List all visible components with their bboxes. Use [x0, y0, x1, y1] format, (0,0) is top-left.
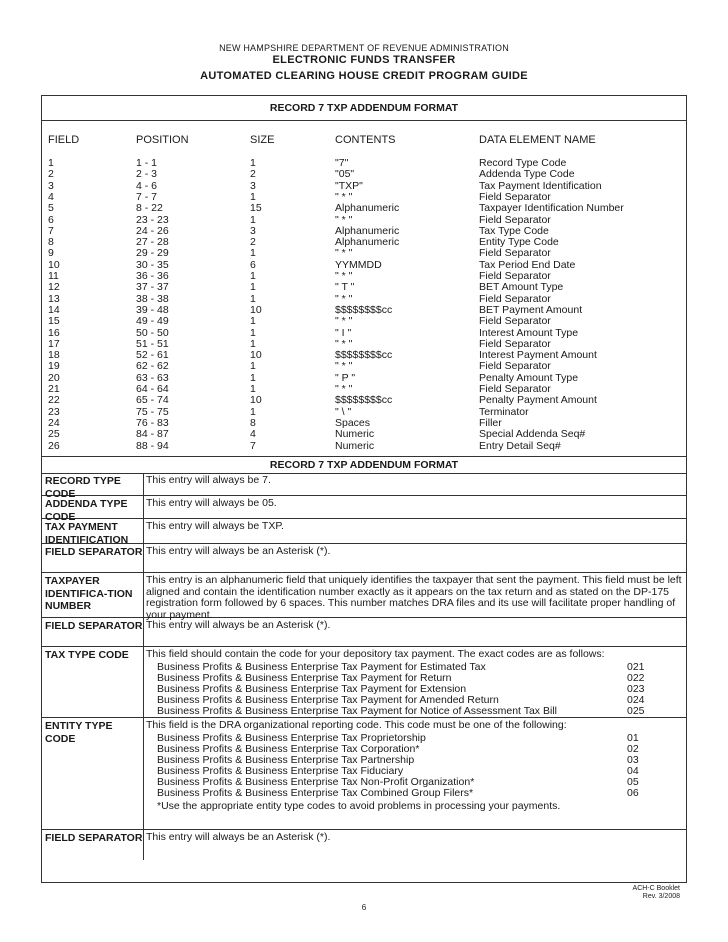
data-element-name: Tax Period End Date	[479, 258, 576, 271]
definition-text: This entry will always be 7.	[146, 474, 271, 486]
definition-text-block	[146, 720, 682, 812]
field-size: 1	[250, 326, 256, 339]
definition-term: FIELD SEPARATOR	[45, 546, 143, 558]
field-contents: Numeric	[335, 439, 375, 452]
data-element-name: Terminator	[479, 405, 529, 418]
data-element-name: BET Amount Type	[479, 281, 564, 294]
section-title-repeat: RECORD 7 TXP ADDENDUM FORMAT	[42, 456, 686, 474]
definition-term: RECORD TYPE CODE	[45, 475, 121, 500]
definition-text-block	[146, 832, 682, 844]
field-contents: " * "	[335, 292, 353, 305]
field-contents: " I "	[335, 326, 352, 339]
code-value: 01	[627, 731, 639, 744]
field-size: 2	[250, 236, 256, 249]
data-element-name: Addenda Type Code	[479, 168, 575, 181]
data-element-name: BET Payment Amount	[479, 303, 583, 316]
field-position: 50 - 50	[136, 326, 169, 339]
field-position: 24 - 26	[136, 224, 169, 237]
field-number: 10	[48, 258, 60, 271]
definition-note: *Use the appropriate entity type codes to avoid problems in processing your payments.	[157, 799, 561, 812]
page-number: 6	[361, 903, 367, 912]
field-number: 22	[48, 394, 60, 407]
table-row	[42, 441, 686, 452]
field-number: 6	[48, 213, 54, 226]
field-size: 2	[250, 168, 256, 181]
field-number: 21	[48, 383, 60, 395]
field-contents: Spaces	[335, 416, 371, 429]
table-row	[42, 361, 686, 372]
data-element-name: Tax Type Code	[479, 224, 549, 237]
code-label: Business Profits & Business Enterprise Tax Proprietorship	[157, 731, 426, 744]
field-number: 9	[48, 247, 54, 260]
column-header-size: SIZE	[250, 134, 275, 146]
field-number: 3	[48, 179, 54, 192]
data-element-name: Field Separator	[479, 360, 551, 373]
agency-name: NEW HAMPSHIRE DEPARTMENT OF REVENUE ADMINISTRATION	[219, 43, 509, 53]
data-element-name: Field Separator	[479, 270, 551, 282]
field-size: 10	[250, 303, 262, 316]
field-number: 14	[48, 303, 60, 316]
field-size: 1	[250, 281, 256, 294]
record-format-table	[41, 95, 687, 883]
field-size: 1	[250, 371, 256, 384]
field-contents: $$$$$$$$cc	[335, 394, 393, 407]
code-value: 025	[627, 704, 645, 717]
definition-text: This entry will always be an Asterisk (*).	[146, 619, 331, 631]
field-size: 1	[250, 315, 256, 328]
field-contents: " * "	[335, 337, 353, 350]
field-position: 64 - 64	[136, 383, 169, 395]
table-row	[42, 248, 686, 259]
code-value: 02	[627, 742, 639, 755]
code-label: Business Profits & Business Enterprise Tax Payment for Extension	[157, 682, 467, 695]
data-element-name: Field Separator	[479, 337, 551, 350]
field-number: 19	[48, 360, 60, 373]
field-position: 30 - 35	[136, 258, 169, 271]
code-value: 04	[627, 764, 639, 777]
data-element-name: Interest Amount Type	[479, 326, 579, 339]
definition-term: FIELD SEPARATOR	[45, 832, 143, 844]
data-element-name: Entry Detail Seq#	[479, 439, 561, 452]
code-label: Business Profits & Business Enterprise Tax Fiduciary	[157, 764, 404, 777]
field-contents: " * "	[335, 270, 353, 282]
field-number: 23	[48, 405, 60, 418]
column-header-field: FIELD	[48, 134, 80, 146]
field-contents: "TXP"	[335, 179, 363, 192]
definition-row	[42, 647, 686, 718]
field-contents: " \ "	[335, 405, 352, 418]
code-value: 024	[627, 693, 645, 706]
definition-term: TAX TYPE CODE	[45, 649, 129, 661]
code-row	[157, 788, 682, 799]
definition-text: This entry will always be TXP.	[146, 520, 284, 532]
definition-row	[42, 618, 686, 647]
field-number: 16	[48, 326, 60, 339]
data-element-name: Field Separator	[479, 383, 551, 395]
field-position: 7 - 7	[136, 190, 158, 203]
field-position: 52 - 61	[136, 349, 169, 362]
definition-term: ENTITY TYPE CODE	[45, 720, 113, 745]
field-size: 6	[250, 258, 256, 271]
code-value: 021	[627, 660, 645, 673]
code-label: Business Profits & Business Enterprise Tax Combined Group Filers*	[157, 786, 474, 799]
field-size: 1	[250, 360, 256, 373]
field-contents: YYMMDD	[335, 258, 382, 271]
field-contents: " * "	[335, 315, 353, 328]
field-position: 29 - 29	[136, 247, 169, 260]
section-title: RECORD 7 TXP ADDENDUM FORMAT	[42, 96, 686, 121]
field-contents: " * "	[335, 213, 353, 226]
field-contents: Alphanumeric	[335, 224, 400, 237]
definition-row	[42, 573, 686, 621]
code-label: Business Profits & Business Enterprise Tax Non-Profit Organization*	[157, 775, 475, 788]
code-label: Business Profits & Business Enterprise Tax Payment for Estimated Tax	[157, 660, 486, 673]
field-number: 11	[48, 270, 59, 282]
field-number: 5	[48, 202, 54, 215]
code-label: Business Profits & Business Enterprise Tax Payment for Notice of Assessment Tax Bill	[157, 704, 557, 717]
table-row	[42, 203, 686, 214]
field-position: 49 - 49	[136, 315, 169, 328]
field-number: 4	[48, 190, 54, 203]
data-element-name: Field Separator	[479, 292, 551, 305]
revision-label: Rev. 3/2008	[642, 893, 680, 900]
column-header-data-element: DATA ELEMENT NAME	[479, 134, 596, 146]
table-row	[42, 395, 686, 406]
definition-row	[42, 544, 686, 573]
definition-text: This entry will always be 05.	[146, 497, 277, 509]
definition-text: This field is the DRA organizational reporting code. This code must be one of the following:	[146, 719, 567, 731]
field-position: 1 - 1	[136, 157, 158, 169]
field-position: 8 - 22	[136, 202, 163, 215]
definition-text-block	[146, 649, 682, 717]
code-label: Business Profits & Business Enterprise Tax Corporation*	[157, 742, 420, 755]
field-position: 51 - 51	[136, 337, 169, 350]
table-row	[42, 169, 686, 180]
code-value: 023	[627, 682, 645, 695]
data-element-name: Taxpayer Identification Number	[479, 202, 624, 215]
data-element-name: Field Separator	[479, 247, 551, 260]
field-size: 3	[250, 224, 256, 237]
field-position: 23 - 23	[136, 213, 169, 226]
definition-text: This field should contain the code for your depository tax payment. The exact codes are as follows:	[146, 648, 605, 660]
code-label: Business Profits & Business Enterprise Tax Payment for Return	[157, 671, 452, 684]
definition-term: ADDENDA TYPE CODE	[45, 498, 128, 523]
definition-text-block	[146, 498, 682, 510]
data-element-name: Entity Type Code	[479, 236, 559, 249]
definition-term: TAXPAYER IDENTIFICA-TION NUMBER	[45, 575, 133, 612]
data-element-name: Special Addenda Seq#	[479, 428, 586, 441]
document-title: ELECTRONIC FUNDS TRANSFER	[272, 54, 456, 66]
field-size: 1	[250, 157, 256, 169]
definition-text-block	[146, 546, 682, 558]
definition-row	[42, 830, 686, 860]
field-size: 1	[250, 190, 256, 203]
field-position: 88 - 94	[136, 439, 169, 452]
field-size: 3	[250, 179, 256, 192]
field-contents: $$$$$$$$cc	[335, 303, 393, 316]
field-size: 1	[250, 270, 256, 282]
definition-row	[42, 496, 686, 523]
field-contents: Alphanumeric	[335, 236, 400, 249]
data-element-name: Penalty Amount Type	[479, 371, 579, 384]
field-contents: Alphanumeric	[335, 202, 400, 215]
field-size: 1	[250, 337, 256, 350]
field-position: 76 - 83	[136, 416, 169, 429]
definition-text: This entry is an alphanumeric field that uniquely identifies the taxpayer that sent the payment. This field must be left aligned and contain the identification number exactly as it appears on the tax return and as stated on the DP-175 registration form followed by 6 spaces. This number matches DRA files and its use will facilitate proper handling of your payment.	[146, 574, 682, 621]
definition-row	[42, 519, 686, 544]
field-contents: " * "	[335, 190, 353, 203]
data-element-name: Filler	[479, 416, 502, 429]
field-number: 26	[48, 439, 60, 452]
booklet-label: ACH-C Booklet	[632, 885, 680, 892]
definition-text-block	[146, 475, 682, 487]
data-element-name: Field Separator	[479, 315, 551, 328]
field-contents: $$$$$$$$cc	[335, 349, 393, 362]
field-contents: "05"	[335, 168, 355, 181]
field-position: 62 - 62	[136, 360, 169, 373]
field-position: 75 - 75	[136, 405, 169, 418]
code-value: 022	[627, 671, 645, 684]
data-element-name: Field Separator	[479, 213, 551, 226]
field-size: 10	[250, 349, 262, 362]
field-number: 20	[48, 371, 60, 384]
code-value: 05	[627, 775, 639, 788]
field-size: 1	[250, 383, 256, 395]
definition-row	[42, 473, 686, 500]
field-size: 15	[250, 202, 262, 215]
field-number: 1	[48, 157, 54, 169]
field-size: 4	[250, 428, 256, 441]
table-row	[42, 429, 686, 440]
table-row	[42, 282, 686, 293]
column-header-position: POSITION	[136, 134, 189, 146]
document-subtitle: AUTOMATED CLEARING HOUSE CREDIT PROGRAM GUIDE	[200, 70, 528, 82]
field-position: 4 - 6	[136, 179, 158, 192]
field-contents: "7"	[335, 157, 349, 169]
field-position: 2 - 3	[136, 168, 158, 181]
field-number: 15	[48, 315, 60, 328]
field-position: 27 - 28	[136, 236, 169, 249]
definition-term: TAX PAYMENT IDENTIFICATION	[45, 521, 129, 546]
definition-text: This entry will always be an Asterisk (*).	[146, 831, 331, 843]
field-position: 63 - 63	[136, 371, 169, 384]
data-element-name: Interest Payment Amount	[479, 349, 597, 362]
field-number: 7	[48, 224, 54, 237]
code-row	[157, 706, 682, 717]
field-number: 17	[48, 337, 60, 350]
field-size: 7	[250, 439, 256, 452]
definition-text-block	[146, 521, 682, 533]
column-header-contents: CONTENTS	[335, 134, 396, 146]
code-label: Business Profits & Business Enterprise Tax Payment for Amended Return	[157, 693, 499, 706]
field-position: 36 - 36	[136, 270, 169, 282]
field-size: 10	[250, 394, 262, 407]
definition-text-block	[146, 620, 682, 632]
data-element-name: Penalty Payment Amount	[479, 394, 597, 407]
definition-row	[42, 718, 686, 830]
data-element-name: Field Separator	[479, 190, 551, 203]
field-number: 12	[48, 281, 60, 294]
field-number: 13	[48, 292, 60, 305]
field-contents: " * "	[335, 383, 353, 395]
code-value: 03	[627, 753, 639, 766]
field-position: 37 - 37	[136, 281, 169, 294]
field-size: 1	[250, 405, 256, 418]
field-position: 65 - 74	[136, 394, 169, 407]
field-position: 84 - 87	[136, 428, 169, 441]
data-element-name: Record Type Code	[479, 157, 567, 169]
definition-text: This entry will always be an Asterisk (*).	[146, 545, 331, 557]
field-contents: " P "	[335, 371, 356, 384]
code-value: 06	[627, 786, 639, 799]
field-position: 39 - 48	[136, 303, 169, 316]
code-list	[157, 662, 682, 717]
field-size: 1	[250, 292, 256, 305]
table-row	[42, 316, 686, 327]
code-label: Business Profits & Business Enterprise Tax Partnership	[157, 753, 415, 766]
field-number: 24	[48, 416, 60, 429]
field-size: 1	[250, 213, 256, 226]
definition-text-block	[146, 575, 682, 621]
field-contents: Numeric	[335, 428, 375, 441]
field-contents: " T "	[335, 281, 355, 294]
data-element-name: Tax Payment Identification	[479, 179, 602, 192]
field-contents: " * "	[335, 247, 353, 260]
field-size: 8	[250, 416, 256, 429]
field-number: 18	[48, 349, 60, 362]
definition-term: FIELD SEPARATOR	[45, 620, 143, 632]
field-number: 25	[48, 428, 60, 441]
code-list	[157, 733, 682, 799]
field-number: 8	[48, 236, 54, 249]
field-size: 1	[250, 247, 256, 260]
field-number: 2	[48, 168, 54, 181]
field-position: 38 - 38	[136, 292, 169, 305]
field-contents: " * "	[335, 360, 353, 373]
